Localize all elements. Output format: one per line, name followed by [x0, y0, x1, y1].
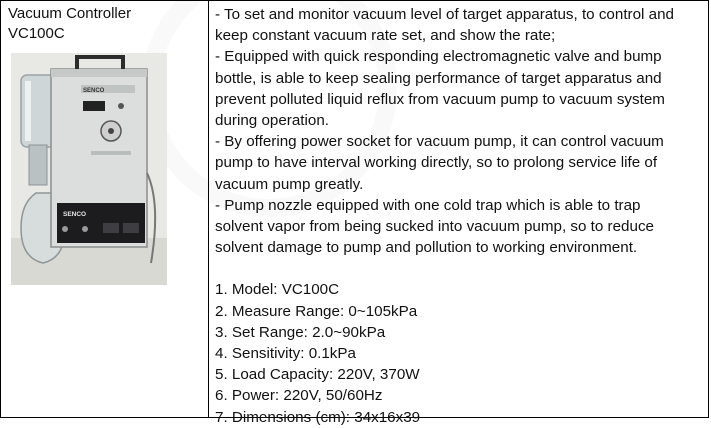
description-line: prevent polluted liquid reflux from vacuum pump to vacuum system: [215, 90, 665, 108]
spec-sensitivity: 4. Sensitivity: 0.1kPa: [215, 345, 356, 363]
description-line: during operation.: [215, 112, 329, 130]
spec-model: 1. Model: VC100C: [215, 281, 340, 299]
svg-text:SENCO: SENCO: [63, 211, 87, 218]
description-line: - By offering power socket for vacuum pump, it can control vacuum: [215, 133, 664, 151]
product-model: VC100C: [8, 25, 65, 42]
product-name-line1: Vacuum Controller: [8, 5, 132, 22]
description-line: solvent vapor from being sucked into vacuum pump, so to reduce: [215, 218, 654, 236]
product-name: [8, 4, 131, 44]
spec-measure-range: 2. Measure Range: 0~105kPa: [215, 302, 418, 320]
description-line: - To set and monitor vacuum level of target apparatus, to control and: [215, 6, 674, 23]
vacuum-controller-illustration: [11, 53, 167, 285]
spec-power: 6. Power: 220V, 50/60Hz: [215, 387, 383, 405]
description-cell: [215, 4, 705, 428]
description-line: - Pump nozzle equipped with one cold trap which is able to trap: [215, 196, 641, 214]
description-line: bottle, is able to keep sealing performance of target apparatus and: [215, 69, 662, 87]
spec-dimensions: 7. Dimensions (cm): 34x16x39: [215, 408, 421, 426]
product-photo: [11, 53, 167, 285]
spec-list: [215, 279, 705, 427]
description-line: vacuum pump greatly.: [215, 175, 364, 193]
product-cell: [1, 1, 208, 417]
description-block: [215, 4, 705, 258]
spec-load-capacity: 5. Load Capacity: 220V, 370W: [215, 366, 420, 384]
description-line: - Equipped with quick responding electromagnetic valve and bump: [215, 48, 662, 66]
svg-text:SENCO: SENCO: [83, 88, 105, 94]
description-line: pump to have interval working directly, so to prolong service life of: [215, 154, 658, 172]
column-divider: [208, 1, 209, 417]
description-line: keep constant vacuum rate set, and show the rate;: [215, 27, 556, 45]
spec-set-range: 3. Set Range: 2.0~90kPa: [215, 323, 386, 341]
description-line: solvent damage to pump and pollution to working environment.: [215, 239, 638, 257]
